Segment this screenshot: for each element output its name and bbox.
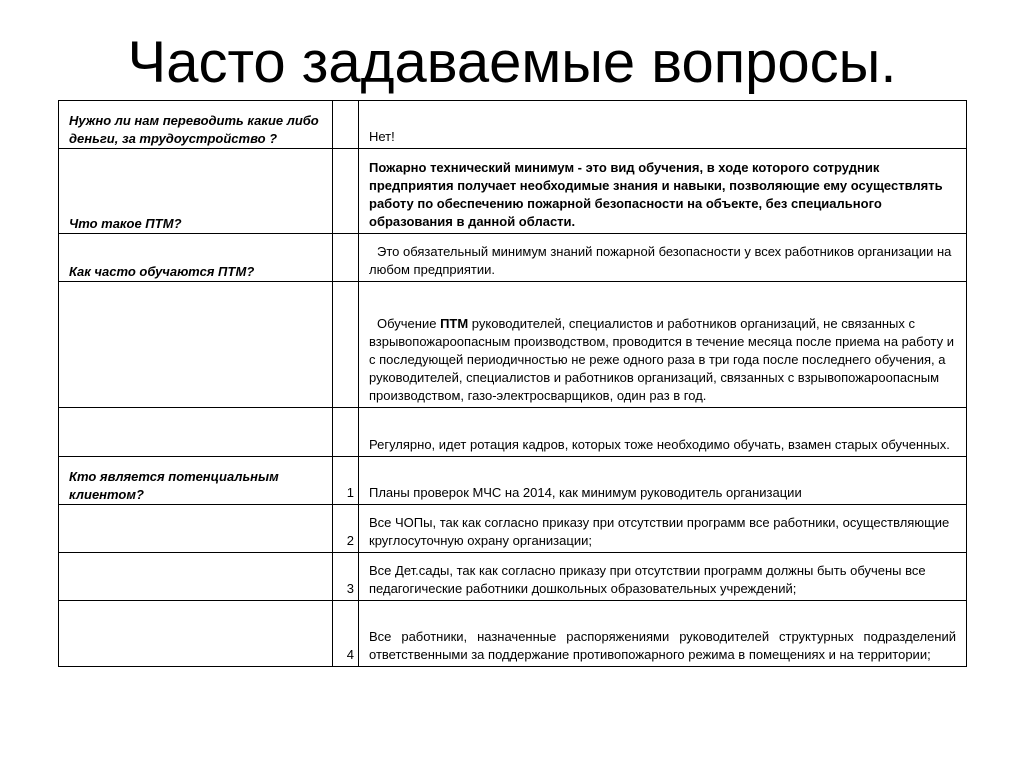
answer-cell: Все ЧОПы, так как согласно приказу при отсутствии программ все работники, осуществляющие круглосуточную охрану организации; bbox=[359, 505, 967, 553]
number-cell: 1 bbox=[333, 457, 359, 505]
question-cell: Как часто обучаются ПТМ? bbox=[59, 234, 333, 282]
answer-bold-term: ПТМ bbox=[440, 316, 469, 331]
answer-cell: Все работники, назначенные распоряжениями руководителей структурных подразделений ответственными за поддержание противопожарного режима в помещениях и на территории; bbox=[359, 601, 967, 667]
table-row bbox=[59, 282, 967, 408]
number-cell bbox=[333, 234, 359, 282]
question-cell: Что такое ПТМ? bbox=[59, 149, 333, 234]
answer-cell bbox=[359, 282, 967, 408]
table-row bbox=[59, 457, 967, 505]
answer-cell bbox=[359, 234, 967, 282]
table-row bbox=[59, 553, 967, 601]
number-cell bbox=[333, 101, 359, 149]
answer-cell: Планы проверок МЧС на 2014, как минимум руководитель организации bbox=[359, 457, 967, 505]
question-cell bbox=[59, 553, 333, 601]
answer-rest: руководителей, специалистов и работников организаций, не связанных с взрывопожароопасным производством, проводится в течение месяца после приема на работу и с последующей периодичностью не реже одного раза в три года после последнего обучения, а руководителей, специалистов и работников организаций, связанных с взрывопожароопасным производством, газо-электросварщиков, один раз в год. bbox=[369, 316, 954, 403]
answer-cell: Нет! bbox=[359, 101, 967, 149]
question-cell bbox=[59, 408, 333, 457]
number-cell: 2 bbox=[333, 505, 359, 553]
table-row bbox=[59, 101, 967, 149]
answer-text: Это обязательный минимум знаний пожарной безопасности у всех работников организации на любом предприятии. bbox=[369, 244, 952, 277]
answer-cell: Пожарно технический минимум - это вид обучения, в ходе которого сотрудник предприятия получает необходимые знания и навыки, позволяющие ему осуществлять работу по обеспечению пожарной безопасности на объекте, без специального образования в данной области. bbox=[359, 149, 967, 234]
question-cell: Кто является потенциальным клиентом? bbox=[59, 457, 333, 505]
table-row bbox=[59, 149, 967, 234]
question-cell bbox=[59, 601, 333, 667]
question-cell bbox=[59, 505, 333, 553]
table-row bbox=[59, 601, 967, 667]
answer-cell: Регулярно, идет ротация кадров, которых тоже необходимо обучать, взамен старых обученных. bbox=[359, 408, 967, 457]
answer-prefix: Обучение bbox=[377, 316, 441, 331]
question-cell bbox=[59, 282, 333, 408]
number-cell: 3 bbox=[333, 553, 359, 601]
faq-table bbox=[58, 100, 967, 667]
number-cell bbox=[333, 408, 359, 457]
answer-cell: Все Дет.сады, так как согласно приказу при отсутствии программ должны быть обучены все педагогические работники дошкольных образовательных учреждений; bbox=[359, 553, 967, 601]
number-cell bbox=[333, 149, 359, 234]
table-row bbox=[59, 505, 967, 553]
page-title: Часто задаваемые вопросы. bbox=[127, 30, 897, 95]
number-cell: 4 bbox=[333, 601, 359, 667]
table-row bbox=[59, 234, 967, 282]
question-cell: Нужно ли нам переводить какие либо деньги, за трудоустройство ? bbox=[59, 101, 333, 149]
number-cell bbox=[333, 282, 359, 408]
table-row bbox=[59, 408, 967, 457]
